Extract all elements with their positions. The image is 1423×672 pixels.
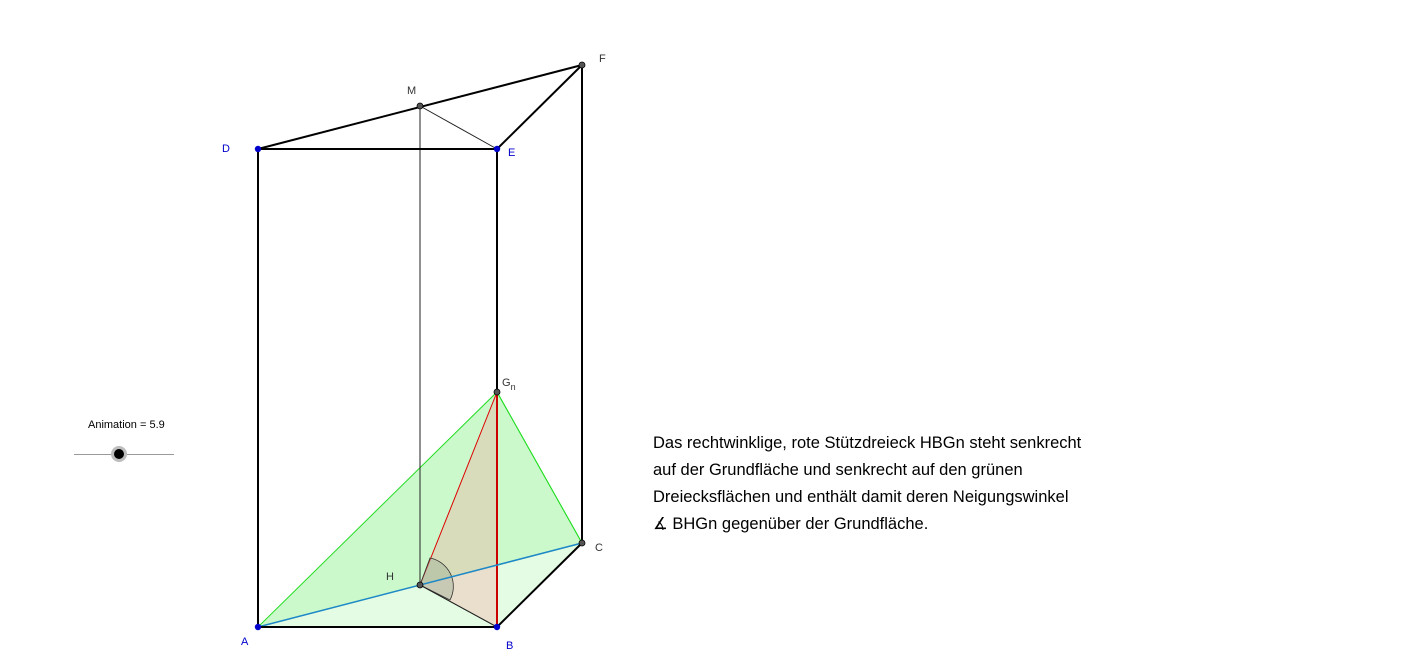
- edge-EF: [497, 65, 582, 149]
- animation-slider-knob[interactable]: [111, 446, 127, 462]
- label-E: E: [508, 147, 516, 159]
- description-text: [653, 430, 1173, 538]
- animation-slider-caption: Animation = 5.9: [88, 419, 165, 431]
- description-line-2: auf der Grundfläche und senkrecht auf den grünen: [653, 461, 1023, 479]
- point-Gn: [494, 389, 500, 395]
- point-H: [417, 582, 423, 588]
- label-A: A: [241, 636, 249, 648]
- label-Gn: [502, 377, 516, 392]
- label-Gn-main: G: [502, 377, 511, 389]
- label-M: M: [407, 85, 417, 97]
- label-B: B: [506, 640, 514, 652]
- point-B[interactable]: [494, 624, 500, 630]
- description-line-1: Das rechtwinklige, rote Stützdreieck HBGn steht senkrecht: [653, 434, 1082, 452]
- point-A[interactable]: [255, 624, 261, 630]
- description-line-4: ∡ BHGn gegenüber der Grundfläche.: [653, 515, 929, 533]
- label-C: C: [595, 542, 603, 554]
- point-F: [579, 62, 585, 68]
- point-C: [579, 540, 585, 546]
- point-E[interactable]: [494, 146, 500, 152]
- description-line-3: Dreiecksflächen und enthält damit deren Neigungswinkel: [653, 488, 1069, 506]
- green-face-BCGn: [497, 392, 582, 627]
- label-Gn-subscript: n: [510, 382, 516, 392]
- point-D[interactable]: [255, 146, 261, 152]
- label-D: D: [222, 143, 230, 155]
- label-F: F: [599, 53, 606, 65]
- edge-ME: [420, 106, 497, 149]
- point-M: [417, 103, 423, 109]
- label-H: H: [386, 571, 394, 583]
